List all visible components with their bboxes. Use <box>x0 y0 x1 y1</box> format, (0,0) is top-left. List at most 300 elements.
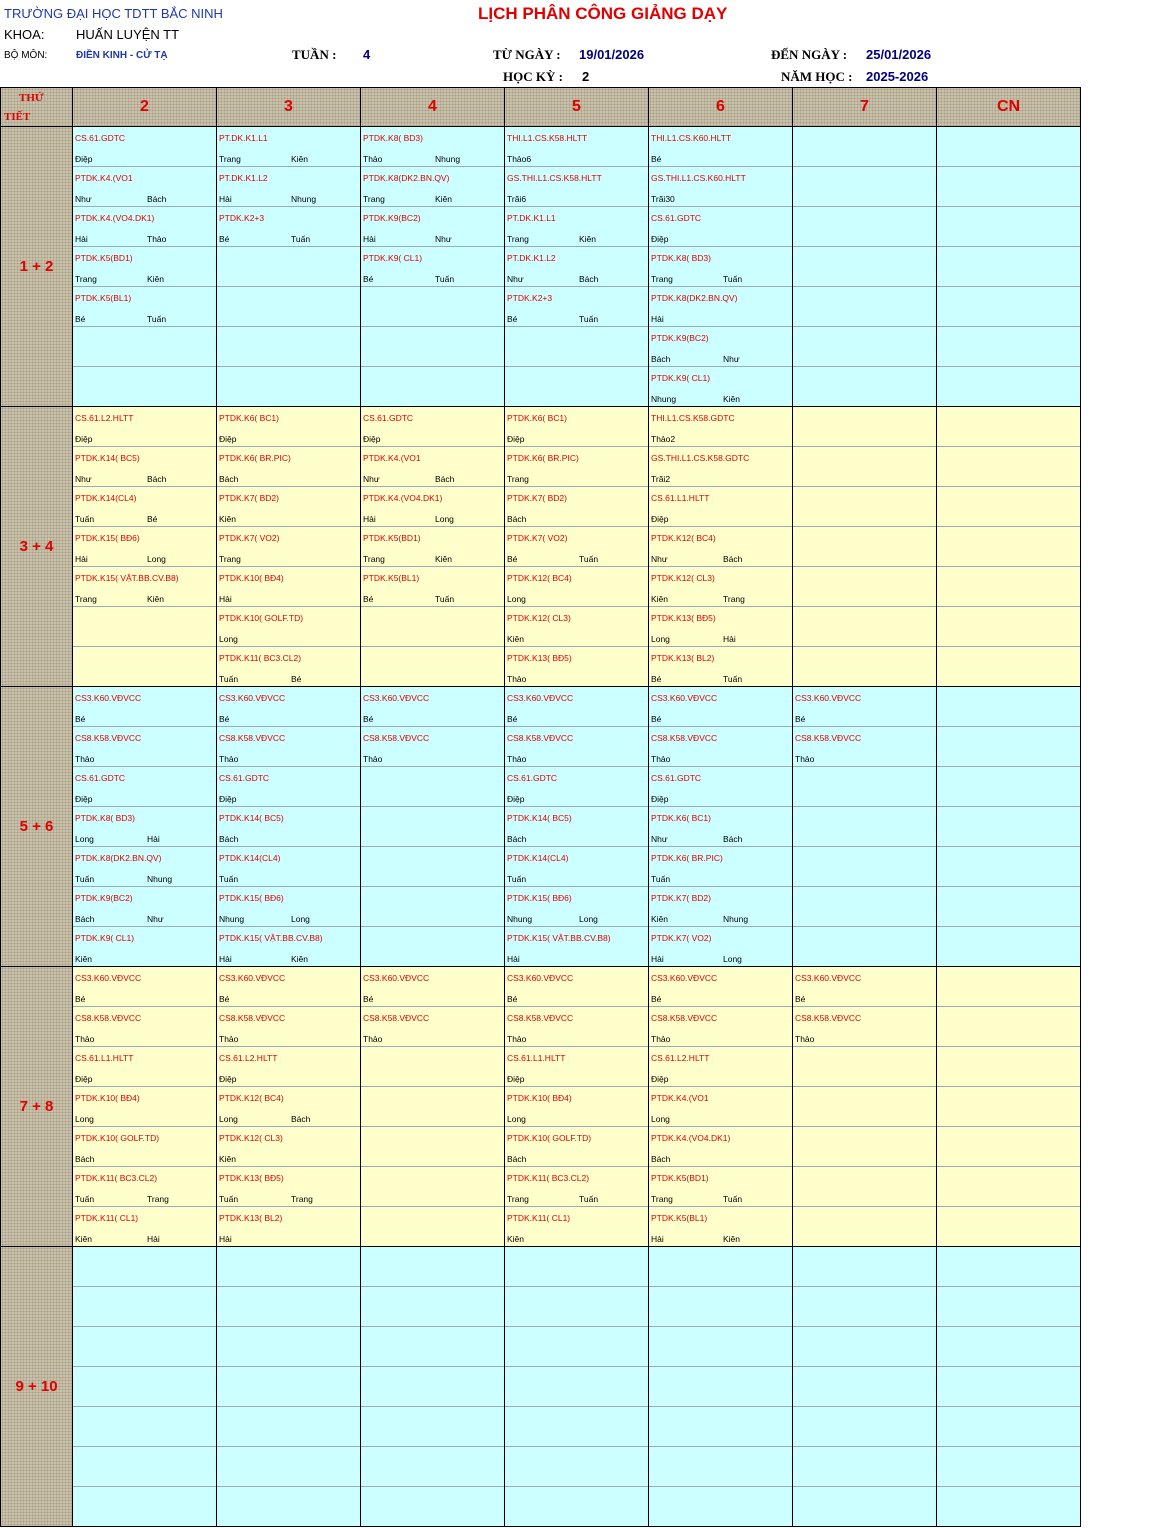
class-code: CS8.K58.VĐVCC <box>75 733 142 743</box>
class-code: PTDK.K4.(VO1 <box>75 173 133 183</box>
schedule-entry <box>73 1207 217 1247</box>
class-code: PTDK.K10( GOLF.TD) <box>507 1133 592 1143</box>
schedule-entry <box>73 1007 217 1047</box>
teacher-primary: Bé <box>363 714 374 724</box>
class-code: PTDK.K5(BL1) <box>651 1213 708 1223</box>
teacher-primary: Bách <box>219 834 239 844</box>
class-code: PTDK.K15( VẬT.BB.CV.B8) <box>507 933 611 943</box>
class-code: CS3.K60.VĐVCC <box>363 973 430 983</box>
teacher-primary: Thảo <box>507 754 527 764</box>
column-divider <box>1080 127 1081 406</box>
teacher-primary: Điệp <box>651 514 669 524</box>
row-divider <box>73 1486 1081 1487</box>
schedule-entry <box>217 1087 361 1127</box>
teacher-secondary: Kiên <box>723 394 741 404</box>
class-code: CS3.K60.VĐVCC <box>75 973 142 983</box>
teacher-primary: Hải <box>651 314 664 324</box>
schedule-entry <box>73 1047 217 1087</box>
teacher-primary: Kiên <box>75 954 93 964</box>
class-code: PTDK.K10( BĐ4) <box>219 573 284 583</box>
teacher-primary: Bé <box>219 234 230 244</box>
column-divider <box>936 1247 937 1526</box>
class-code: GS.THI.L1.CS.K60.HLTT <box>651 173 746 183</box>
class-code: CS.61.GDTC <box>75 133 126 143</box>
teacher-primary: Trang <box>507 234 529 244</box>
teacher-secondary: Kiên <box>435 554 453 564</box>
schedule-entry <box>649 527 793 567</box>
column-divider <box>360 1247 361 1526</box>
class-code: PTDK.K7( BD2) <box>651 893 711 903</box>
denngay-value: 25/01/2026 <box>866 47 932 62</box>
page-title: LỊCH PHÂN CÔNG GIẢNG DẠY <box>478 4 728 23</box>
teacher-primary: Bé <box>651 674 662 684</box>
schedule-entry <box>361 687 505 727</box>
class-code: PTDK.K9( CL1) <box>75 933 135 943</box>
row-divider <box>73 1326 1081 1327</box>
column-divider <box>1080 407 1081 686</box>
class-code: CS3.K60.VĐVCC <box>507 693 574 703</box>
schedule-entry <box>361 1007 505 1047</box>
schedule-entry <box>505 727 649 767</box>
schedule-entry <box>505 967 649 1007</box>
school-name: TRƯỜNG ĐẠI HỌC TDTT BẮC NINH <box>4 6 223 21</box>
day-header-CN: CN <box>937 87 1081 127</box>
period-label: 9 + 10 <box>0 1247 73 1527</box>
teacher-secondary: Bách <box>723 554 743 564</box>
class-code: PTDK.K7( BD2) <box>219 493 279 503</box>
teacher-primary: Bách <box>651 1154 671 1164</box>
schedule-entry <box>505 807 649 847</box>
hocky-label: HỌC KỲ : <box>503 69 563 84</box>
schedule-entry <box>217 487 361 527</box>
period-label: 1 + 2 <box>0 127 73 407</box>
teacher-primary: Bách <box>75 1154 95 1164</box>
period-label: 5 + 6 <box>0 687 73 967</box>
class-code: PTDK.K12( CL3) <box>219 1133 283 1143</box>
teacher-primary: Nhung <box>507 914 533 924</box>
schedule-entry <box>73 1167 217 1207</box>
schedule-entry <box>793 1007 937 1047</box>
class-code: PTDK.K14(CL4) <box>219 853 281 863</box>
class-code: PTDK.K15( BĐ6) <box>507 893 572 903</box>
schedule-grid <box>0 87 1081 1527</box>
row-divider <box>73 1446 1081 1447</box>
teacher-primary: Nhung <box>651 394 677 404</box>
schedule-entry <box>505 1127 649 1167</box>
class-code: PT.DK.K1.L2 <box>507 253 556 263</box>
class-code: CS8.K58.VĐVCC <box>507 1013 574 1023</box>
schedule-entry <box>73 807 217 847</box>
class-code: PTDK.K7( VO2) <box>507 533 568 543</box>
class-code: PTDK.K6( BC1) <box>651 813 711 823</box>
schedule-entry <box>649 1207 793 1247</box>
teacher-secondary: Thảo <box>147 234 167 244</box>
teacher-secondary: Hải <box>723 634 736 644</box>
schedule-entry <box>793 967 937 1007</box>
teacher-secondary: Tuấn <box>579 314 599 324</box>
class-code: CS3.K60.VĐVCC <box>651 973 718 983</box>
teacher-primary: Thảo <box>219 1034 239 1044</box>
teacher-primary: Bé <box>363 594 374 604</box>
schedule-entry <box>217 687 361 727</box>
teacher-primary: Thảo <box>75 754 95 764</box>
teacher-secondary: Tuấn <box>435 594 455 604</box>
schedule-entry <box>505 407 649 447</box>
class-code: PTDK.K5(BD1) <box>75 253 133 263</box>
schedule-entry <box>217 887 361 927</box>
schedule-entry <box>361 127 505 167</box>
day-header-2: 2 <box>73 87 217 127</box>
schedule-entry <box>217 1207 361 1247</box>
schedule-entry <box>361 487 505 527</box>
class-code: PTDK.K13( BĐ5) <box>219 1173 284 1183</box>
schedule-entry <box>217 127 361 167</box>
teacher-primary: Hải <box>363 514 376 524</box>
teacher-secondary: Nhung <box>435 154 461 164</box>
class-code: CS3.K60.VĐVCC <box>219 693 286 703</box>
schedule-entry <box>505 287 649 327</box>
schedule-entry <box>217 647 361 687</box>
teacher-primary: Bé <box>507 314 518 324</box>
schedule-entry <box>217 607 361 647</box>
schedule-entry <box>73 447 217 487</box>
class-code: PTDK.K15( BĐ6) <box>219 893 284 903</box>
schedule-entry <box>649 287 793 327</box>
teacher-secondary: Kiên <box>291 154 309 164</box>
class-code: PTDK.K9(BC2) <box>651 333 709 343</box>
class-code: PTDK.K14( BC5) <box>507 813 572 823</box>
teacher-secondary: Kiên <box>723 1234 741 1244</box>
teacher-primary: Hải <box>219 954 232 964</box>
teacher-primary: Điệp <box>651 794 669 804</box>
class-code: PTDK.K11( BC3.CL2) <box>507 1173 590 1183</box>
schedule-entry <box>505 887 649 927</box>
teacher-primary: Thảo <box>219 754 239 764</box>
teacher-secondary: Tuấn <box>723 674 743 684</box>
schedule-entry <box>649 1167 793 1207</box>
schedule-entry <box>649 367 793 407</box>
schedule-entry <box>73 1127 217 1167</box>
teacher-primary: Tuấn <box>219 874 239 884</box>
teacher-primary: Bé <box>219 994 230 1004</box>
column-divider <box>504 1247 505 1526</box>
teacher-primary: Hải <box>219 594 232 604</box>
class-code: CS8.K58.VĐVCC <box>363 733 430 743</box>
class-code: THI.L1.CS.K60.HLTT <box>651 133 732 143</box>
teacher-primary: Tuấn <box>75 514 95 524</box>
class-code: CS.61.L1.HLTT <box>75 1053 134 1063</box>
class-code: PT.DK.K1.L2 <box>219 173 268 183</box>
class-code: PTDK.K11( CL1) <box>507 1213 571 1223</box>
class-code: PTDK.K2+3 <box>219 213 265 223</box>
class-code: PT.DK.K1.L1 <box>507 213 556 223</box>
teacher-primary: Tuấn <box>75 874 95 884</box>
teacher-secondary: Kiên <box>579 234 597 244</box>
class-code: PTDK.K12( CL3) <box>507 613 571 623</box>
teacher-primary: Trang <box>363 554 385 564</box>
class-code: PTDK.K14( BC5) <box>75 453 140 463</box>
schedule-entry <box>505 927 649 967</box>
schedule-entry <box>649 727 793 767</box>
teacher-secondary: Long <box>435 514 454 524</box>
class-code: PTDK.K9( CL1) <box>363 253 423 263</box>
tungay-value: 19/01/2026 <box>579 47 645 62</box>
class-code: CS8.K58.VĐVCC <box>651 733 718 743</box>
teacher-secondary: Bé <box>147 514 158 524</box>
class-code: PTDK.K6( BC1) <box>219 413 279 423</box>
class-code: CS.61.GDTC <box>651 213 702 223</box>
teacher-primary: Bé <box>75 994 86 1004</box>
teacher-primary: Bách <box>75 914 95 924</box>
class-code: PTDK.K15( BĐ6) <box>75 533 140 543</box>
class-code: CS8.K58.VĐVCC <box>795 733 862 743</box>
khoa-label: KHOA: <box>4 27 45 42</box>
schedule-entry <box>649 447 793 487</box>
schedule-entry <box>217 927 361 967</box>
teacher-primary: Trang <box>219 154 241 164</box>
schedule-entry <box>217 967 361 1007</box>
schedule-entry <box>217 1127 361 1167</box>
teacher-primary: Điệp <box>651 234 669 244</box>
teacher-primary: Điệp <box>507 794 525 804</box>
column-divider <box>1080 967 1081 1246</box>
class-code: CS3.K60.VĐVCC <box>507 973 574 983</box>
row-divider <box>73 1366 1081 1367</box>
class-code: CS8.K58.VĐVCC <box>363 1013 430 1023</box>
corner-tiet: TIẾT <box>4 111 31 123</box>
teacher-primary: Điệp <box>75 794 93 804</box>
teacher-primary: Long <box>507 594 526 604</box>
teacher-secondary: Tuấn <box>579 1194 599 1204</box>
class-code: THI.L1.CS.K58.GDTC <box>651 413 735 423</box>
teacher-secondary: Tuấn <box>723 274 743 284</box>
hocky-value: 2 <box>582 69 590 84</box>
teacher-primary: Kiên <box>219 514 237 524</box>
teacher-primary: Trang <box>363 194 385 204</box>
schedule-entry <box>649 647 793 687</box>
class-code: PTDK.K9(BC2) <box>363 213 421 223</box>
schedule-entry <box>73 407 217 447</box>
teacher-primary: Trang <box>507 1194 529 1204</box>
teacher-primary: Trang <box>75 594 97 604</box>
teacher-primary: Bé <box>507 714 518 724</box>
class-code: PTDK.K7( VO2) <box>651 933 712 943</box>
teacher-primary: Điệp <box>75 1074 93 1084</box>
period-block <box>73 967 1081 1247</box>
schedule-entry <box>361 967 505 1007</box>
schedule-entry <box>505 167 649 207</box>
teacher-secondary: Kiên <box>435 194 453 204</box>
teacher-secondary: Nhung <box>291 194 317 204</box>
schedule-entry <box>649 127 793 167</box>
schedule-entry <box>649 567 793 607</box>
teacher-primary: Bách <box>219 474 239 484</box>
day-header-7: 7 <box>793 87 937 127</box>
class-code: PTDK.K11( CL1) <box>75 1213 139 1223</box>
day-header-5: 5 <box>505 87 649 127</box>
class-code: PTDK.K10( GOLF.TD) <box>219 613 304 623</box>
column-divider <box>1080 687 1081 966</box>
class-code: PTDK.K4.(VO1 <box>651 1093 709 1103</box>
class-code: CS3.K60.VĐVCC <box>795 693 862 703</box>
teacher-secondary: Như <box>435 234 452 244</box>
teacher-primary: Bé <box>507 994 518 1004</box>
schedule-entry <box>73 887 217 927</box>
teacher-secondary: Long <box>147 554 166 564</box>
teacher-primary: Như <box>651 834 668 844</box>
bomon-label: BỘ MÔN: <box>4 50 48 61</box>
teacher-primary: Điệp <box>219 794 237 804</box>
teacher-primary: Tuấn <box>219 674 239 684</box>
teacher-secondary: Bé <box>291 674 302 684</box>
class-code: PTDK.K6( BR.PIC) <box>507 453 579 463</box>
teacher-primary: Trãi30 <box>651 194 675 204</box>
schedule-entry <box>73 287 217 327</box>
class-code: PTDK.K13( BL2) <box>651 653 715 663</box>
schedule-entry <box>217 1167 361 1207</box>
column-divider <box>936 127 937 406</box>
teacher-primary: Bách <box>507 514 527 524</box>
class-code: CS8.K58.VĐVCC <box>219 1013 286 1023</box>
teacher-secondary: Nhung <box>147 874 173 884</box>
class-code: CS3.K60.VĐVCC <box>75 693 142 703</box>
schedule-entry <box>649 767 793 807</box>
teacher-primary: Trang <box>75 274 97 284</box>
teacher-primary: Long <box>75 834 94 844</box>
teacher-primary: Trãi6 <box>507 194 527 204</box>
class-code: CS.61.L1.HLTT <box>651 493 710 503</box>
class-code: PTDK.K6( BC1) <box>507 413 567 423</box>
schedule-entry <box>649 327 793 367</box>
class-code: PTDK.K8( BD3) <box>75 813 135 823</box>
schedule-entry <box>649 687 793 727</box>
schedule-entry <box>649 247 793 287</box>
schedule-entry <box>361 447 505 487</box>
class-code: CS.61.GDTC <box>75 773 126 783</box>
schedule-entry <box>217 527 361 567</box>
teacher-primary: Điệp <box>75 154 93 164</box>
class-code: PTDK.K2+3 <box>507 293 553 303</box>
tuan-label: TUẦN : <box>292 47 337 62</box>
class-code: PTDK.K13( BL2) <box>219 1213 283 1223</box>
teacher-secondary: Tuấn <box>579 554 599 564</box>
schedule-entry <box>73 687 217 727</box>
schedule-entry <box>217 847 361 887</box>
schedule-entry <box>73 1087 217 1127</box>
teacher-secondary: Trang <box>291 1194 313 1204</box>
class-code: PTDK.K9( CL1) <box>651 373 711 383</box>
class-code: CS.61.GDTC <box>363 413 414 423</box>
schedule-entry <box>217 727 361 767</box>
schedule-entry <box>73 567 217 607</box>
class-code: CS.61.L2.HLTT <box>219 1053 278 1063</box>
class-code: PTDK.K10( BĐ4) <box>75 1093 140 1103</box>
class-code: CS.61.GDTC <box>219 773 270 783</box>
schedule-entry <box>649 967 793 1007</box>
bomon-value: ĐIỀN KINH - CỬ TẠ <box>76 50 168 61</box>
teacher-primary: Thảo <box>75 1034 95 1044</box>
class-code: PTDK.K12( BC4) <box>219 1093 284 1103</box>
teacher-primary: Như <box>363 474 380 484</box>
teacher-secondary: Kiên <box>291 954 309 964</box>
teacher-secondary: Kiên <box>147 594 165 604</box>
teacher-primary: Như <box>651 554 668 564</box>
teacher-primary: Hải <box>651 1234 664 1244</box>
teacher-secondary: Bách <box>723 834 743 844</box>
class-code: PTDK.K11( BC3.CL2) <box>219 653 302 663</box>
class-code: PTDK.K5(BD1) <box>363 533 421 543</box>
schedule-entry <box>649 847 793 887</box>
schedule-entry <box>649 807 793 847</box>
class-code: CS8.K58.VĐVCC <box>651 1013 718 1023</box>
teacher-primary: Bé <box>795 994 806 1004</box>
schedule-entry <box>505 447 649 487</box>
class-code: CS3.K60.VĐVCC <box>219 973 286 983</box>
day-header-4: 4 <box>361 87 505 127</box>
teacher-secondary: Tuấn <box>435 274 455 284</box>
schedule-entry <box>649 167 793 207</box>
class-code: CS3.K60.VĐVCC <box>795 973 862 983</box>
schedule-entry <box>649 927 793 967</box>
corner-thu: THỨ <box>19 92 44 104</box>
teacher-primary: Kiên <box>507 634 525 644</box>
teacher-primary: Như <box>75 474 92 484</box>
schedule-entry <box>505 647 649 687</box>
teacher-secondary: Trang <box>147 1194 169 1204</box>
class-code: GS.THI.L1.CS.K58.GDTC <box>651 453 750 463</box>
teacher-primary: Kiên <box>75 1234 93 1244</box>
class-code: PTDK.K7( VO2) <box>219 533 280 543</box>
schedule-entry <box>217 767 361 807</box>
class-code: CS.61.L2.HLTT <box>75 413 134 423</box>
schedule-entry <box>649 887 793 927</box>
class-code: PTDK.K13( BĐ5) <box>507 653 572 663</box>
schedule-entry <box>505 1167 649 1207</box>
teacher-primary: Điệp <box>75 434 93 444</box>
schedule-entry <box>361 527 505 567</box>
row-divider <box>73 366 1081 367</box>
schedule-entry <box>73 847 217 887</box>
teacher-primary: Bé <box>75 714 86 724</box>
class-code: PTDK.K14(CL4) <box>507 853 569 863</box>
class-code: CS.61.L1.HLTT <box>507 1053 566 1063</box>
teacher-primary: Điệp <box>363 434 381 444</box>
column-divider <box>216 1247 217 1526</box>
class-code: PTDK.K10( GOLF.TD) <box>75 1133 160 1143</box>
teacher-primary: Bé <box>651 154 662 164</box>
denngay-label: ĐẾN NGÀY : <box>771 47 848 62</box>
schedule-entry <box>649 607 793 647</box>
teacher-primary: Điệp <box>219 1074 237 1084</box>
teacher-secondary: Bách <box>147 194 167 204</box>
teacher-primary: Như <box>507 274 524 284</box>
teacher-primary: Thảo <box>507 674 527 684</box>
schedule-entry <box>649 1127 793 1167</box>
class-code: PTDK.K12( CL3) <box>651 573 715 583</box>
teacher-primary: Bách <box>507 834 527 844</box>
teacher-secondary: Trang <box>723 594 745 604</box>
class-code: PTDK.K5(BL1) <box>363 573 420 583</box>
teacher-primary: Hải <box>219 194 232 204</box>
class-code: PTDK.K9(BC2) <box>75 893 133 903</box>
class-code: PTDK.K4.(VO4.DK1) <box>363 493 443 503</box>
column-divider <box>936 407 937 686</box>
teacher-primary: Long <box>219 634 238 644</box>
schedule-entry <box>505 847 649 887</box>
teacher-primary: Thảo2 <box>651 434 676 444</box>
teacher-primary: Kiên <box>651 914 669 924</box>
day-header-3: 3 <box>217 87 361 127</box>
